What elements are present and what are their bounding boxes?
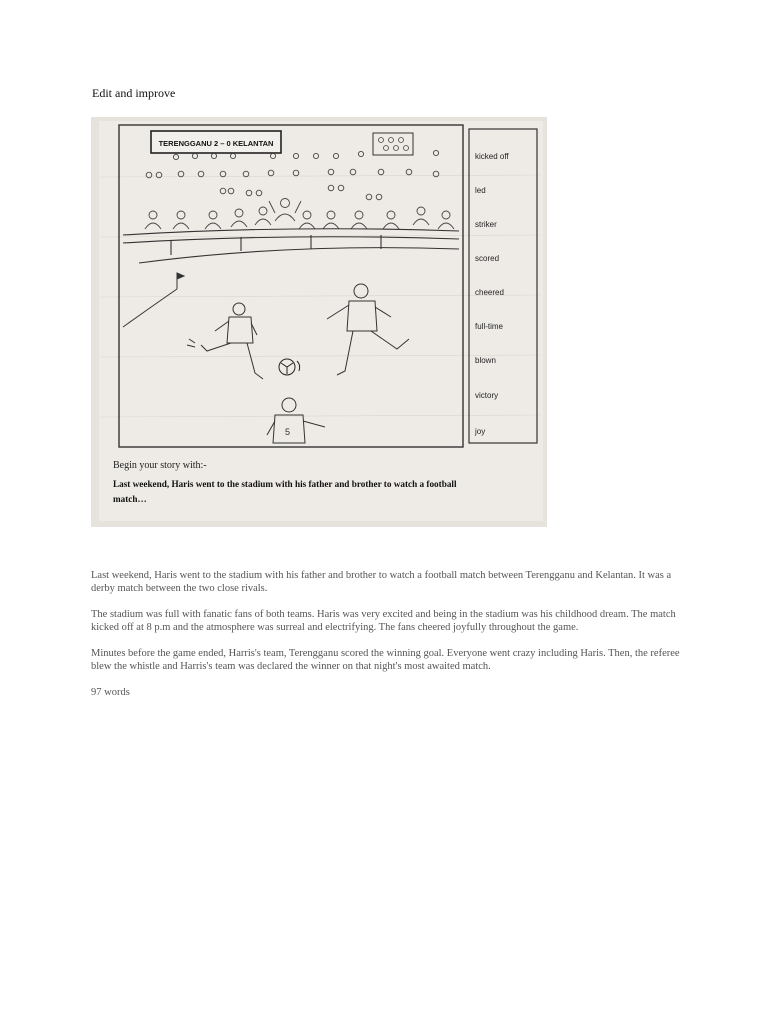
story-paragraph: Minutes before the game ended, Harris's team, Terengganu scored the winning goal. Everyone went crazy including Haris. Then, the referee blew the whistle and Harris's team was declared the winner on that night's most awaited match. <box>91 648 680 672</box>
word-box-item: striker <box>475 220 497 229</box>
word-box-item: victory <box>475 391 499 400</box>
word-box-item: joy <box>475 427 486 436</box>
word-count: 97 words <box>91 687 130 698</box>
word-box-item: led <box>475 186 486 195</box>
scoreboard-text: TERENGGANU 2 – 0 KELANTAN <box>158 139 274 148</box>
word-box-item: full-time <box>475 322 504 331</box>
word-box-item: scored <box>475 254 500 263</box>
word-box-item: cheered <box>475 288 504 297</box>
prompt-line-1: Last weekend, Haris went to the stadium with his father and brother to watch a football <box>113 479 457 489</box>
story-text <box>91 570 681 700</box>
story-paragraph: The stadium was full with fanatic fans of both teams. Haris was very excited and being in the stadium was his childhood dream. The match kicked off at 8 p.m and the atmosphere was surreal and electrifying. The fans cheered joyfully throughout the game. <box>91 609 676 633</box>
prompt-line-2: match… <box>113 494 147 504</box>
word-box-item: blown <box>475 356 496 365</box>
page-heading: Edit and improve <box>92 86 176 100</box>
word-box-item: kicked off <box>475 152 509 161</box>
story-paragraph: Last weekend, Haris went to the stadium with his father and brother to watch a football match between Terengganu and Kelantan. It was a derby match between the two close rivals. <box>91 570 672 594</box>
prompt-label: Begin your story with:- <box>113 460 207 471</box>
svg-text:5: 5 <box>285 427 291 437</box>
worksheet-photo <box>91 117 547 527</box>
worksheet-illustration <box>91 117 547 527</box>
